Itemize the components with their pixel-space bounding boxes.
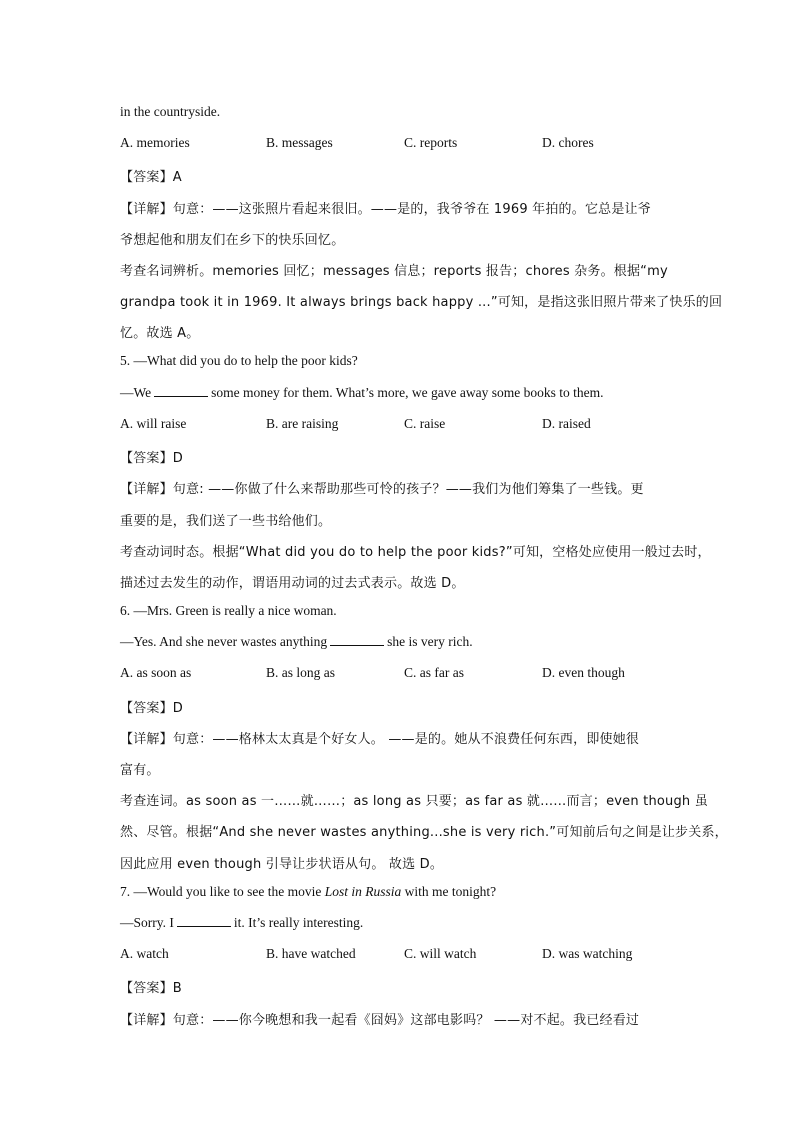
option-a: A. will raise xyxy=(120,416,187,431)
explanation-line: 【详解】句意: ——你做了什么来帮助那些可怜的孩子？——我们为他们筹集了一些钱。更 xyxy=(120,482,644,497)
explanation-line: 【详解】句意：——格林太太真是个好女人。 ——是的。她从不浪费任何东西，即使她很 xyxy=(120,732,640,747)
reply-suffix: it. It’s really interesting. xyxy=(233,915,364,930)
explanation-line: 考查动词时态。根据“What did you do to help the poor kids?”可知，空格处应使用一般过去时， xyxy=(120,545,711,560)
option-b: B. messages xyxy=(266,135,333,150)
question-7-title xyxy=(120,884,682,900)
explanation-line: 【详解】句意：——你今晚想和我一起看《囧妈》这部电影吗？ ——对不起。我已经看过 xyxy=(120,1013,640,1028)
explanation-line: 然、尽管。根据“And she never wastes anything...she is very rich.”可知前后句之间是让步关系， xyxy=(120,825,728,840)
reply-suffix: she is very rich. xyxy=(387,634,473,649)
option-c: C. reports xyxy=(404,135,458,150)
option-b: B. have watched xyxy=(266,946,356,961)
question-5-reply xyxy=(120,385,682,401)
movie-title: Lost in Russia xyxy=(324,884,402,899)
option-d: D. even though xyxy=(542,665,625,680)
question-6-title: 6. —Mrs. Green is really a nice woman. xyxy=(120,603,337,618)
option-b: B. as long as xyxy=(266,665,335,680)
question-5-title: 5. —What did you do to help the poor kids? xyxy=(120,353,358,368)
explanation-line: 【详解】句意：——这张照片看起来很旧。——是的，我爷爷在 1969 年拍的。它总是让爷 xyxy=(120,202,651,217)
explanation-line: 忆。故选 A。 xyxy=(120,326,200,341)
explanation-line: 考查名词辨析。memories 回忆；messages 信息；reports 报告；chores 杂务。根据“my xyxy=(120,264,668,279)
title-prefix: 7. —Would you like to see the movie xyxy=(120,884,325,899)
explanation-line: 重要的是，我们送了一些书给他们。 xyxy=(120,514,332,529)
explanation-line: 考查连词。as soon as 一……就……；as long as 只要；as far as 就……而言；even though 虽 xyxy=(120,794,708,809)
answer-q6: 【答案】D xyxy=(120,701,184,716)
answer-blank xyxy=(177,916,231,927)
explanation-line: 富有。 xyxy=(120,763,160,778)
answer-blank xyxy=(330,635,384,646)
option-a: A. watch xyxy=(120,946,169,961)
question-6-reply xyxy=(120,634,682,650)
option-d: D. raised xyxy=(542,416,591,431)
answer-q4: 【答案】A xyxy=(120,170,182,185)
option-c: C. will watch xyxy=(404,946,477,961)
answer-q5: 【答案】D xyxy=(120,451,184,466)
reply-prefix: —We xyxy=(120,385,152,400)
explanation-line: 因此应用 even though 引导让步状语从句。 故选 D。 xyxy=(120,857,444,872)
explanation-line: 描述过去发生的动作，谓语用动词的过去式表示。故选 D。 xyxy=(120,576,465,591)
question-4-tail: in the countryside. xyxy=(120,104,221,119)
option-a: A. memories xyxy=(120,135,190,150)
answer-blank xyxy=(154,386,208,397)
option-c: C. as far as xyxy=(404,665,464,680)
option-a: A. as soon as xyxy=(120,665,192,680)
explanation-line: grandpa took it in 1969. It always brings back happy ...”可知，是指这张旧照片带来了快乐的回 xyxy=(120,295,723,310)
title-suffix: with me tonight? xyxy=(401,884,497,899)
question-7-reply xyxy=(120,915,682,931)
reply-prefix: —Yes. And she never wastes anything xyxy=(120,634,328,649)
reply-suffix: some money for them. What’s more, we gave away some books to them. xyxy=(211,385,604,400)
answer-q7: 【答案】B xyxy=(120,981,182,996)
option-d: D. was watching xyxy=(542,946,633,961)
explanation-line: 爷想起他和朋友们在乡下的快乐回忆。 xyxy=(120,233,345,248)
option-b: B. are raising xyxy=(266,416,339,431)
reply-prefix: —Sorry. I xyxy=(120,915,174,930)
option-d: D. chores xyxy=(542,135,594,150)
option-c: C. raise xyxy=(404,416,446,431)
